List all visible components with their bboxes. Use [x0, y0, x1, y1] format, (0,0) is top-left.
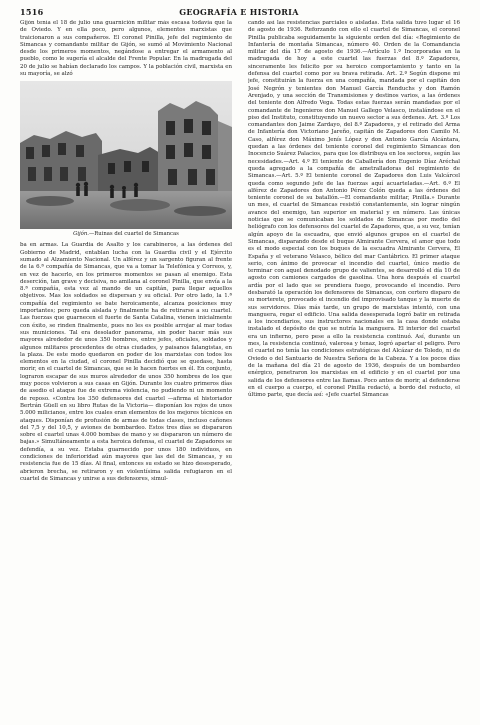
- page-number: 1516: [20, 7, 44, 17]
- right-column: [248, 20, 460, 715]
- ruins-photograph: [20, 81, 232, 229]
- caption-text: —Ruinas del cuartel de Simancas: [88, 231, 179, 238]
- running-title: GEOGRAFÍA E HISTORIA: [179, 7, 299, 17]
- left-column: [20, 20, 232, 715]
- ruins-photo-illustration: [20, 81, 232, 229]
- left-column-text-top: Gijón tenía el 18 de julio una guarnición militar más escasa todavía que la de Oviedo. Y en ella poco, pero algunos, elementos marxistas que traicionaron a sus compañeros. El coronel Pinilla, jefe del regimiento de Simancas y comandante militar de Gijón, se sumó al Movimiento Nacional desde los primeros momentos, negándose a entregar el armamento al pueblo, como le sugería el alcalde del Frente Popular. En la madrugada del 20 de julio se habían declarado los campos. Y la población civil, marxista en su mayoría, se alzó: [20, 20, 232, 78]
- figure-caption: [20, 231, 232, 238]
- page-header: [20, 6, 458, 18]
- left-column-text-bottom: ba en armas. La Guardia de Asalto y los carabineros, a las órdenes del Gobierno de Madrid, entablan lucha con la Guardia civil y el Ejército sumado al Alzamiento Nacional. Un alférez y un sargento figuran al frente de la 6.ª compañía de Simancas, que va a tomar la Telefónica y Correos, y, en vez de hacerlo, en los primeros momentos se pasan al enemigo. Esta deserción, tan grave y decisiva, no amilana al coronel Pinilla, que envía a la 8.ª compañía, esta vez al mando de un capitán, para llegar aquellos objetivos. Mas los soldados se dispersan y su oficial. Por otro lado, la 1.ª compañía del regimiento se bate heroicamente, alcanza posiciones muy importantes; pero queda aislada y finalmente ha de retirarse a su cuartel. Las fuerzas que guarnecen el fuerte de Santa Catalina, vienen inicialmente con éxito, se rinden finalmente, pues no les es posible arrojar al mar todas sus municiones. Tal era desolador panorama, sin poder hacer más sus mayores alrededor de unos 350 hombres, entre jefes, oficiales, soldados y algunos militares procedentes de otras ciudades, y paisanos falangistas, en la plaza. De este modo quedaron en poder de los marxistas con todos los elementos en la ciudad, el coronel Pinilla decidió que se quedase, hasta morir, en el cuartel de Simancas, que se le hacen fuertes en él. En conjunto, lograron escapar de sus muros alrededor de unos 350 hombres de los que muy pocos volvieron a sus casas en Gijón. Durante los cuatro primeros días de asedio el ataque fue de extrema violencia, no pudiendo ni un momento de reposo. «Contra los 350 defensores del cuartel —afirma el historiador Bertrán Güell en su libro Rutas de la Victoria— disponían los rojos de unos 5.000 milicianos, entre los cuales eran elementos de los mejores técnicos en ataques. Disponían de profusión de armas de todas clases, incluso cañones del 7,5 y del 10,5, y aviones de bombardeo. Estos tres días se dispararon sobre el cuartel unas 4.000 bombas de mano y se dispararon un número de bajas.» Simultáneamente a esta heroica defensa, el cuartel de Zapadores se defendía, a su vez. Estaba guarnecido por unos 180 individuos, en condiciones de inferioridad aún mayores que las del de Simancas, y su resistencia fue de 15 días. Al final, entonces su estado se hizo desesperado, abrieron brecha, se retiraron y en violentísima salida refugiaron en el cuartel de Simancas y unirse a sus defensores, simul-: [20, 242, 232, 482]
- right-column-text: cando así las resistencias parciales o aisladas. Esta salida tuvo lugar el 16 de agosto de 1936. Reforzando con ello el cuartel de Simancas, el coronel Pinilla publicaba seguidamente la siguiente orden del día: «Regimiento de Infantería de montaña Simancas, número 40. Orden de la Comandancia militar del día 17 de agosto de 1936.—Artículo 1.º Incorporadas en la madrugada de hoy a este cuartel las fuerzas del 8.º Zapadores, sinceramente les felicito por su heroico comportamiento y tanto en la defensa del cuartel como por su brava retirada. Art. 2.º Según dispone mi jefe, constituirán la fuerza en una compañía, mandada por el capitán don José Negrón y tenientes don Manuel García Renduchs y don Ramón Arenjado, y una sección de Transmisiones y destinos varios, a las órdenes del teniente don Alfredo Vega. Todas estas fuerzas serán mandadas por el comandante de Ingenieros don Manuel Gallego Velasco, instalándose en el piso del Instituto, constituyendo un nuevo sector a sus órdenes. Art. 3.º Los comandantes don Jaime Zardayo, del 8.º Zapadores, y el retirado del Arma de Infantería don Victoriano Jareño, capitán de Zapadores don Camilo M. Caso, alférez don Máximo Jenís López y don Antonio García Alcántara, quedan a las órdenes del teniente coronel del regimiento Simancas don Inocencio Suárez Palacios, para que los distribuya en los sectores, según las necesidades.—Art. 4.º El teniente de Caballería don Eugenio Díaz Aréchal queda agregado a la compañía de ametralladoras del regimiento de Simancas.—Art. 5.º El teniente coronel de Zapadores don Luis Valcárcel queda como segundo jefe de las fuerzas aquí acuarteladas.—Art. 6.º El alférez de Zapadores don Antonio Pérez Colón queda a las órdenes del teniente coronel de su batallón.—El comandante militar, Pinilla.» Durante un mes, el cuartel de Simancas resistió constantemente, sin lograr ningún avance del enemigo, tan superior en material y en número. Las únicas noticias que se comunicaban los soldados de Simancas por medio del heliógrafo con los defensores del cuartel de Zapadores, que, a su vez, tenían algún apoyo de la escuadra, que envió algunos grupos en el cuartel de Simancas, disparando desde el buque Almirante Cervera, el amor que todo es el modo especial con los buques de la escuadra Almirante Cervera, El España y el veterano Velasco, bélico del mar Cantábrico. El primer ataque serio, con ánimo de provocar el incendio del cuartel, único medio de terminar con aquel denodado grupo de valientes, se desarrolló el día 10 de agosto con camiones cargados de gasolina. Una hora después el cuartel ardía por el lado que se prendiera fuego, provocando el incendio. Pero desbarató la operación los defensores de Simancas, con certero disparo de su morterete, provocado el incendio del improvisado tanque y la muerte de sus servidores. Días más tarde, un grupo de marxistas intentó, con una manguera, regar el edificio. Una salida desesperada logró batir en retirada a los incendiarios, sus instructores nacionales en la casa donde estaba instalado el depósito de que se nutría la manguera. El interior del cuartel era un infierno, pero pese a ello la resistencia continuó. Así, durante un mes, la resistencia continuó, valerosa y tenaz, logró apartar el peligro. Pero el cuartel no tenía las condiciones estratégicas del Alcázar de Toledo, ni de Oviedo o del Santuario de Nuestra Señora de la Cabeza. Y a los pocos días de la mañana del día 21 de agosto de 1936, después de un bombardeo enérgico, penetraron los marxistas en el edificio y en el cuartel por una salida de los defensores entre las llamas. Poco antes de morir, al defenderse en el cuerpo a cuerpo, el coronel Pinilla redactó, a bordo del reducto, el último parte, que decía así: «Jefe cuartel Simancas: [248, 20, 460, 399]
- caption-place: Gijón.: [73, 231, 89, 238]
